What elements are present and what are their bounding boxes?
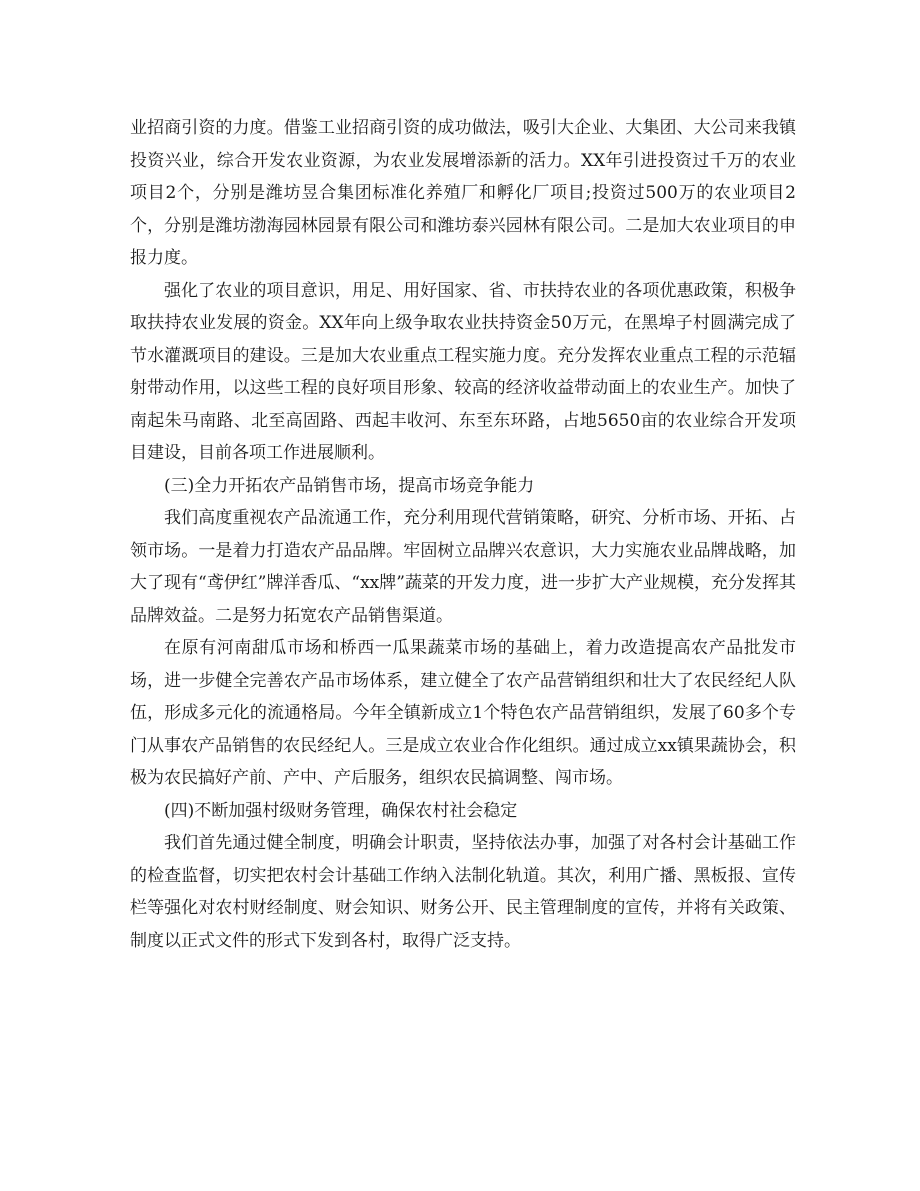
paragraph: 在原有河南甜瓜市场和桥西一瓜果蔬菜市场的基础上，着力改造提高农产品批发市场，进一步健全完善农产品市场体系，建立健全了农产品营销组织和壮大了农民经纪人队伍，形成多元化的流通格局。今年全镇新成立1个特色农产品营销组织，发展了60多个专门从事农产品销售的农民经纪人。三是成立农业合作化组织。通过成立xx镇果蔬协会，积极为农民搞好产前、产中、产后服务，组织农民搞调整、闯市场。 <box>130 638 796 788</box>
paragraph: 我们高度重视农产品流通工作，充分利用现代营销策略，研究、分析市场、开拓、占领市场。一是着力打造农产品品牌。牢固树立品牌兴农意识，大力实施农业品牌战略，加大了现有“鸢伊红”牌洋香瓜、“xx牌”蔬菜的开发力度，进一步扩大产业规模，充分发挥其品牌效益。二是努力拓宽农产品销售渠道。 <box>130 508 796 626</box>
paragraph: 强化了农业的项目意识，用足、用好国家、省、市扶持农业的各项优惠政策，积极争取扶持农业发展的资金。XX年向上级争取农业扶持资金50万元，在黑埠子村圆满完成了节水灌溉项目的建设。三是加大农业重点工程实施力度。充分发挥农业重点工程的示范辐射带动作用，以这些工程的良好项目形象、较高的经济收益带动面上的农业生产。加快了南起朱马南路、北至高固路、西起丰收河、东至东环路，占地5650亩的农业综合开发项目建设，目前各项工作进展顺利。 <box>130 280 796 463</box>
section-heading: (三)全力开拓农产品销售市场，提高市场竞争能力 <box>164 475 535 496</box>
paragraph: 业招商引资的力度。借鉴工业招商引资的成功做法，吸引大企业、大集团、大公司来我镇投资兴业，综合开发农业资源，为农业发展增添新的活力。XX年引进投资过千万的农业项目2个，分别是潍坊昱合集团标准化养殖厂和孵化厂项目;投资过500万的农业项目2个，分别是潍坊渤海园林园景有限公司和潍坊泰兴园林有限公司。二是加大农业项目的申报力度。 <box>130 118 796 268</box>
section-heading: (四)不断加强村级财务管理，确保农村社会稳定 <box>164 800 518 821</box>
document-page <box>130 112 796 957</box>
paragraph: 我们首先通过健全制度，明确会计职责，坚持依法办事，加强了对各村会计基础工作的检查监督，切实把农村会计基础工作纳入法制化轨道。其次，利用广播、黑板报、宣传栏等强化对农村财经制度、财会知识、财务公开、民主管理制度的宣传，并将有关政策、制度以正式文件的形式下发到各村，取得广泛支持。 <box>130 833 796 951</box>
